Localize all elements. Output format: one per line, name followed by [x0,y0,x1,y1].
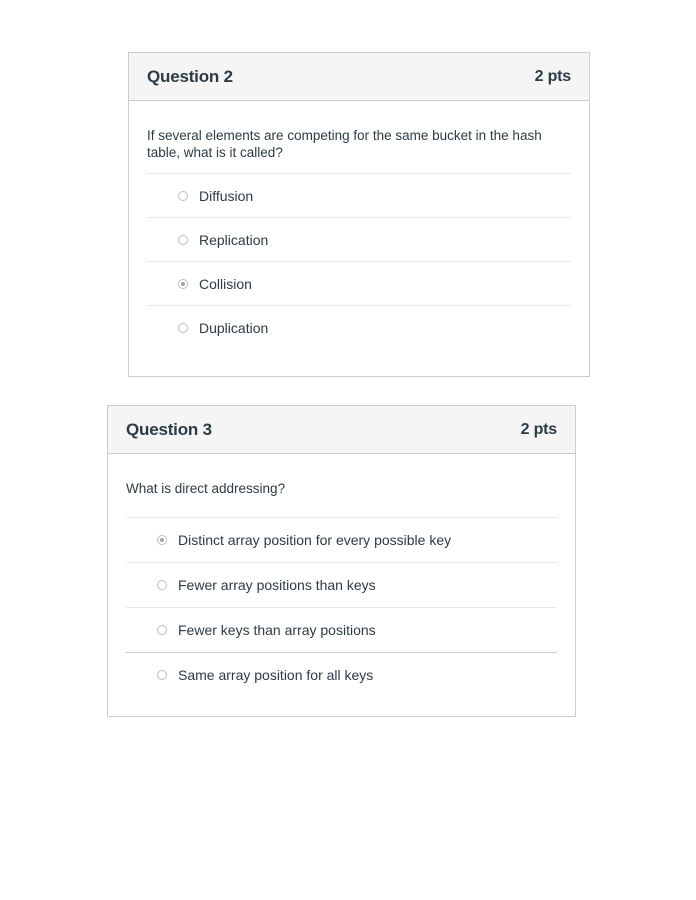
radio-button-icon[interactable] [157,625,167,635]
radio-button-icon[interactable] [178,235,188,245]
question-points: 2 pts [520,420,557,438]
answer-label[interactable]: Duplication [199,319,269,336]
answer-option[interactable] [147,173,571,217]
radio-button-icon[interactable] [178,323,188,333]
answer-option[interactable] [126,607,557,652]
answer-label[interactable]: Same array position for all keys [178,667,374,683]
answer-label[interactable]: Diffusion [199,187,254,204]
question-title: Question 2 [147,66,233,86]
radio-button-icon[interactable] [157,580,167,590]
answer-label[interactable]: Distinct array position for every possible key [178,532,452,548]
question-body [129,101,589,349]
answer-label[interactable]: Replication [199,231,269,248]
radio-button-checked-icon[interactable] [178,279,188,289]
answer-option[interactable] [147,305,571,349]
answer-option[interactable] [147,217,571,261]
question-text: If several elements are competing for the same bucket in the hash table, what is it called? [147,128,542,160]
answer-option[interactable] [147,261,571,305]
question-title: Question 3 [126,419,212,439]
question-body [108,454,575,697]
radio-button-icon[interactable] [157,670,167,680]
answer-label[interactable]: Collision [199,275,252,292]
radio-button-checked-icon[interactable] [157,535,167,545]
answer-option[interactable] [126,517,557,562]
question-header [129,53,589,101]
answer-label[interactable]: Fewer array positions than keys [178,577,376,593]
answer-list [147,173,571,349]
question-card-2 [128,52,590,377]
answer-option[interactable] [126,562,557,607]
question-text: What is direct addressing? [126,481,286,496]
answer-list [126,517,557,697]
question-header [108,406,575,454]
answer-option[interactable] [126,652,557,697]
question-card-3 [107,405,576,717]
question-points: 2 pts [534,67,571,85]
answer-label[interactable]: Fewer keys than array positions [178,622,376,638]
radio-button-icon[interactable] [178,191,188,201]
